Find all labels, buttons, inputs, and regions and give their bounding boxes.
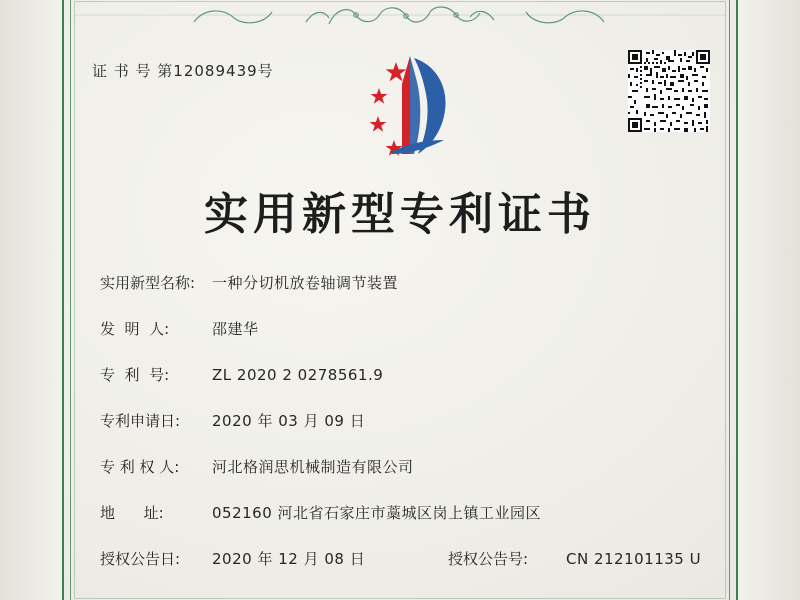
field-label-patentee: 专 利 权 人:: [100, 458, 180, 476]
certificate-serial-number: 证 书 号 第12089439号: [92, 62, 274, 80]
field-value-address: 052160 河北省石家庄市藁城区岗上镇工业园区: [212, 504, 542, 522]
field-value-publication-number: CN 212101135 U: [566, 550, 702, 568]
qr-code-icon: [628, 50, 710, 132]
page-title: 实用新型专利证书: [204, 189, 596, 240]
field-value-patentee: 河北格润思机械制造有限公司: [212, 458, 414, 476]
field-label-address: 地 址:: [100, 504, 164, 522]
field-value-grant-date: 2020 年 12 月 08 日: [212, 550, 366, 568]
page-edge-left: [0, 0, 62, 600]
field-label-publication-number: 授权公告号:: [448, 550, 529, 568]
field-row: [100, 318, 708, 364]
field-row-grant: [100, 548, 708, 594]
cnipa-emblem-icon: [352, 48, 462, 158]
top-ornament-band: [74, 2, 726, 28]
field-label-patent-number: 专 利 号:: [100, 366, 170, 384]
field-label-grant-date: 授权公告日:: [100, 550, 181, 568]
field-row: [100, 272, 708, 318]
field-row: [100, 502, 708, 548]
field-row: [100, 456, 708, 502]
field-label-inventor: 发 明 人:: [100, 320, 170, 338]
field-value-utility-model-name: 一种分切机放卷轴调节装置: [212, 274, 399, 292]
field-value-patent-number: ZL 2020 2 0278561.9: [212, 366, 384, 384]
field-row: [100, 410, 708, 456]
field-value-application-date: 2020 年 03 月 09 日: [212, 412, 366, 430]
certificate-fields: [100, 272, 708, 594]
page-edge-right: [738, 0, 800, 600]
field-row: [100, 364, 708, 410]
field-label-application-date: 专利申请日:: [100, 412, 181, 430]
field-label-utility-model-name: 实用新型名称:: [100, 274, 196, 292]
field-value-inventor: 邵建华: [212, 320, 259, 338]
